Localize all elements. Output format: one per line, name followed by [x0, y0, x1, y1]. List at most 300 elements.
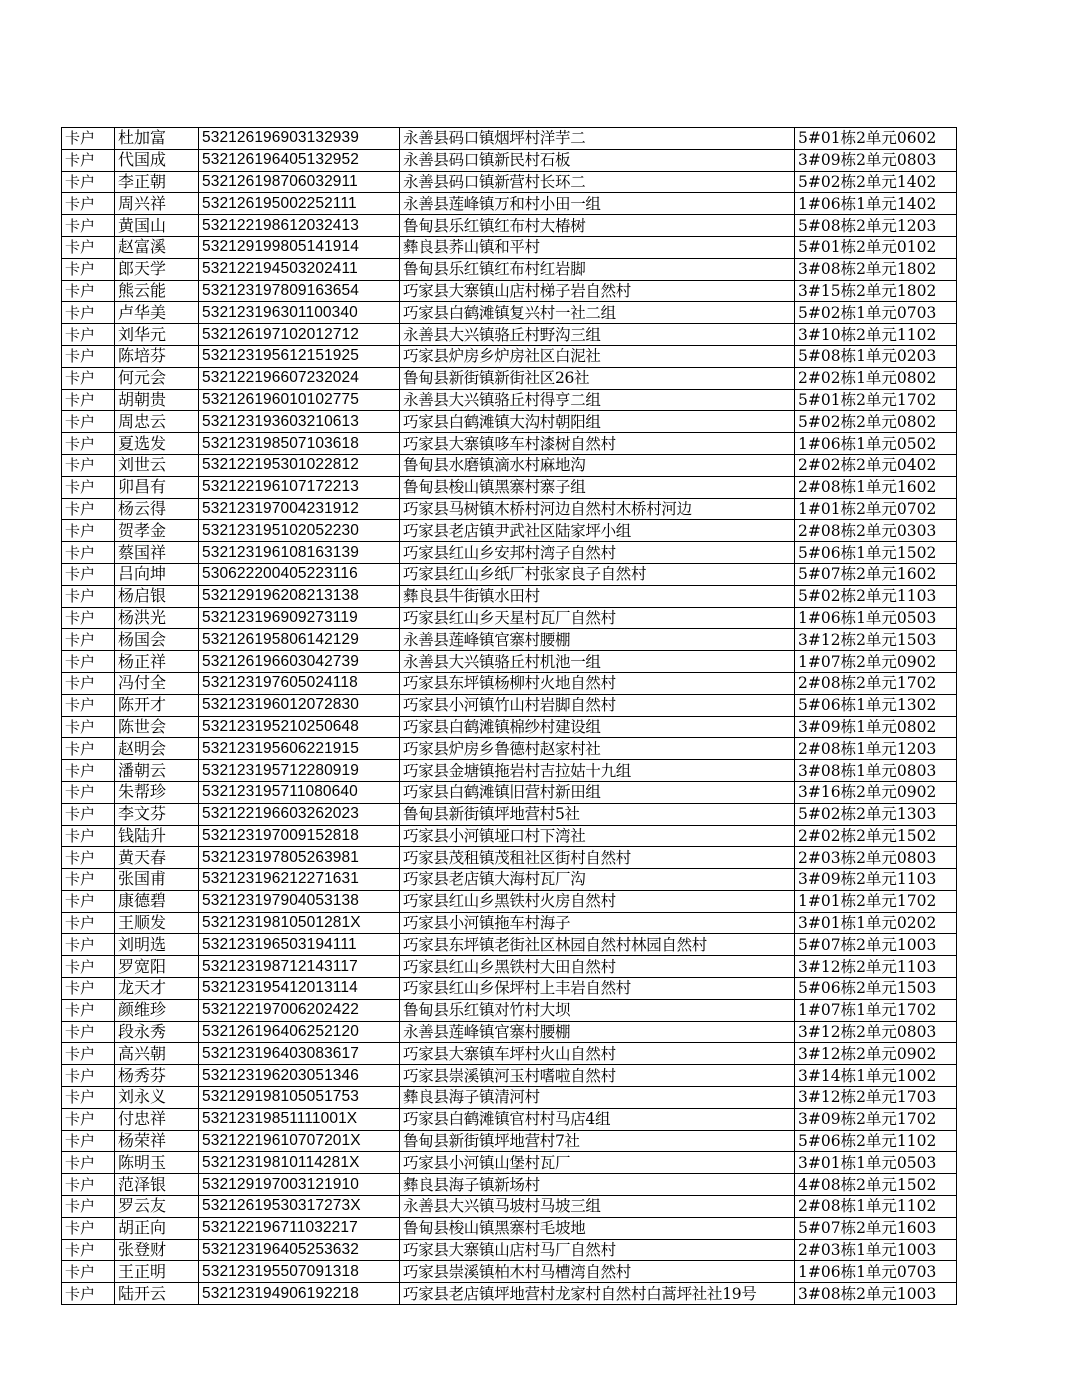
table-row [62, 825, 957, 847]
room-assignment-cell: 3#16栋2单元0902 [795, 781, 957, 803]
address-cell: 巧家县大寨镇山店村马厂自然村 [400, 1239, 795, 1261]
address-cell: 彝良县海子镇新场村 [400, 1174, 795, 1196]
address-cell: 鲁甸县新街镇新街社区26社 [400, 367, 795, 389]
address-cell: 巧家县小河镇山堡村瓦厂 [400, 1152, 795, 1174]
table-row [62, 345, 957, 367]
table-row [62, 890, 957, 912]
address-cell: 巧家县红山乡黑铁村大田自然村 [400, 956, 795, 978]
address-cell: 巧家县金塘镇拖岩村吉拉姑十九组 [400, 760, 795, 782]
id-number-cell: 532123196012072830 [199, 694, 400, 716]
room-assignment-cell: 3#01栋1单元0202 [795, 912, 957, 934]
table-row [62, 389, 957, 411]
room-assignment-cell: 3#12栋2单元1503 [795, 629, 957, 651]
address-cell: 巧家县炉房乡鲁德村赵家村社 [400, 738, 795, 760]
household-type-cell: 卡户 [62, 672, 115, 694]
room-assignment-cell: 2#02栋1单元0802 [795, 367, 957, 389]
table-row [62, 1196, 957, 1218]
household-type-cell: 卡户 [62, 694, 115, 716]
table-row [62, 280, 957, 302]
id-number-cell: 532126196405132952 [199, 149, 400, 171]
room-assignment-cell: 1#06栋1单元0503 [795, 607, 957, 629]
resident-table [61, 127, 957, 1305]
household-type-cell: 卡户 [62, 803, 115, 825]
resident-name-cell: 李文芬 [115, 803, 199, 825]
id-number-cell: 532123196405253632 [199, 1239, 400, 1261]
household-type-cell: 卡户 [62, 760, 115, 782]
table-row [62, 258, 957, 280]
resident-name-cell: 龙天才 [115, 978, 199, 1000]
household-type-cell: 卡户 [62, 236, 115, 258]
household-type-cell: 卡户 [62, 367, 115, 389]
table-row [62, 1261, 957, 1283]
id-number-cell: 53212319810501281X [199, 912, 400, 934]
resident-name-cell: 康德碧 [115, 890, 199, 912]
room-assignment-cell: 5#02栋2单元1402 [795, 171, 957, 193]
address-cell: 巧家县白鹤滩镇复兴村一社二组 [400, 302, 795, 324]
resident-name-cell: 黄国山 [115, 215, 199, 237]
table-row [62, 433, 957, 455]
resident-name-cell: 朱帮珍 [115, 781, 199, 803]
id-number-cell: 532123197809163654 [199, 280, 400, 302]
id-number-cell: 532122197006202422 [199, 999, 400, 1021]
resident-name-cell: 张国甫 [115, 869, 199, 891]
resident-name-cell: 陈培芬 [115, 345, 199, 367]
household-type-cell: 卡户 [62, 215, 115, 237]
address-cell: 巧家县小河镇拖车村海子 [400, 912, 795, 934]
resident-name-cell: 刘明选 [115, 934, 199, 956]
room-assignment-cell: 1#07栋1单元1702 [795, 999, 957, 1021]
room-assignment-cell: 5#01栋2单元0102 [795, 236, 957, 258]
address-cell: 巧家县白鹤滩镇官村村马店4组 [400, 1108, 795, 1130]
table-row [62, 1065, 957, 1087]
table-row [62, 738, 957, 760]
id-number-cell: 532122194503202411 [199, 258, 400, 280]
resident-name-cell: 周兴祥 [115, 193, 199, 215]
resident-name-cell: 代国成 [115, 149, 199, 171]
table-row [62, 193, 957, 215]
table-row [62, 869, 957, 891]
id-number-cell: 532123196203051346 [199, 1065, 400, 1087]
household-type-cell: 卡户 [62, 847, 115, 869]
household-type-cell: 卡户 [62, 781, 115, 803]
resident-name-cell: 王顺发 [115, 912, 199, 934]
address-cell: 巧家县红山乡保坪村上丰岩自然村 [400, 978, 795, 1000]
room-assignment-cell: 1#06栋1单元1402 [795, 193, 957, 215]
id-number-cell: 532123197904053138 [199, 890, 400, 912]
address-cell: 永善县莲峰镇官寨村腰棚 [400, 1021, 795, 1043]
room-assignment-cell: 5#02栋2单元0802 [795, 411, 957, 433]
table-row [62, 1043, 957, 1065]
resident-name-cell: 杨正祥 [115, 651, 199, 673]
address-cell: 永善县码口镇新营村长环二 [400, 171, 795, 193]
id-number-cell: 532123196108163139 [199, 542, 400, 564]
resident-name-cell: 陈开才 [115, 694, 199, 716]
id-number-cell: 532122196607232024 [199, 367, 400, 389]
address-cell: 巧家县大寨镇哆车村漆树自然村 [400, 433, 795, 455]
household-type-cell: 卡户 [62, 999, 115, 1021]
address-cell: 鲁甸县水磨镇滴水村麻地沟 [400, 454, 795, 476]
household-type-cell: 卡户 [62, 389, 115, 411]
household-type-cell: 卡户 [62, 1065, 115, 1087]
resident-name-cell: 赵富溪 [115, 236, 199, 258]
room-assignment-cell: 1#06栋1单元0502 [795, 433, 957, 455]
resident-name-cell: 杨国会 [115, 629, 199, 651]
address-cell: 鲁甸县梭山镇黑寨村毛坡地 [400, 1217, 795, 1239]
household-type-cell: 卡户 [62, 912, 115, 934]
household-type-cell: 卡户 [62, 345, 115, 367]
id-number-cell: 532126196903132939 [199, 128, 400, 150]
id-number-cell: 532122195301022812 [199, 454, 400, 476]
resident-name-cell: 何元会 [115, 367, 199, 389]
id-number-cell: 532123196301100340 [199, 302, 400, 324]
household-type-cell: 卡户 [62, 1196, 115, 1218]
address-cell: 巧家县炉房乡炉房社区白泥社 [400, 345, 795, 367]
room-assignment-cell: 5#01栋2单元1702 [795, 389, 957, 411]
resident-name-cell: 王正明 [115, 1261, 199, 1283]
room-assignment-cell: 5#06栋2单元1102 [795, 1130, 957, 1152]
id-number-cell: 532129196208213138 [199, 585, 400, 607]
id-number-cell: 532123196212271631 [199, 869, 400, 891]
address-cell: 鲁甸县梭山镇黑寨村寨子组 [400, 476, 795, 498]
household-type-cell: 卡户 [62, 302, 115, 324]
table-row [62, 934, 957, 956]
room-assignment-cell: 3#10栋2单元1102 [795, 324, 957, 346]
resident-name-cell: 吕向坤 [115, 563, 199, 585]
household-type-cell: 卡户 [62, 607, 115, 629]
address-cell: 巧家县马树镇木桥村河边自然村木桥村河边 [400, 498, 795, 520]
id-number-cell: 532122196603262023 [199, 803, 400, 825]
room-assignment-cell: 2#02栋2单元0402 [795, 454, 957, 476]
room-assignment-cell: 5#07栋2单元1003 [795, 934, 957, 956]
household-type-cell: 卡户 [62, 454, 115, 476]
id-number-cell: 532123197805263981 [199, 847, 400, 869]
id-number-cell: 53212319810114281X [199, 1152, 400, 1174]
address-cell: 巧家县白鹤滩镇旧营村新田组 [400, 781, 795, 803]
id-number-cell: 53212219610707201X [199, 1130, 400, 1152]
resident-name-cell: 付忠祥 [115, 1108, 199, 1130]
room-assignment-cell: 3#09栋1单元0802 [795, 716, 957, 738]
household-type-cell: 卡户 [62, 149, 115, 171]
table-row [62, 607, 957, 629]
room-assignment-cell: 3#09栋2单元1103 [795, 869, 957, 891]
id-number-cell: 532126196603042739 [199, 651, 400, 673]
room-assignment-cell: 1#06栋1单元0703 [795, 1261, 957, 1283]
resident-name-cell: 胡朝贵 [115, 389, 199, 411]
resident-name-cell: 杨云得 [115, 498, 199, 520]
address-cell: 巧家县小河镇竹山村岩脚自然村 [400, 694, 795, 716]
resident-name-cell: 刘世云 [115, 454, 199, 476]
table-row [62, 803, 957, 825]
id-number-cell: 532126195806142129 [199, 629, 400, 651]
resident-name-cell: 高兴朝 [115, 1043, 199, 1065]
room-assignment-cell: 3#08栋2单元1802 [795, 258, 957, 280]
table-row [62, 978, 957, 1000]
address-cell: 巧家县红山乡安邦村湾子自然村 [400, 542, 795, 564]
room-assignment-cell: 5#07栋2单元1603 [795, 1217, 957, 1239]
resident-name-cell: 陆开云 [115, 1283, 199, 1305]
address-cell: 彝良县海子镇清河村 [400, 1087, 795, 1109]
table-row [62, 520, 957, 542]
address-cell: 永善县莲峰镇万和村小田一组 [400, 193, 795, 215]
table-row [62, 585, 957, 607]
resident-name-cell: 蔡国祥 [115, 542, 199, 564]
resident-name-cell: 颜维珍 [115, 999, 199, 1021]
room-assignment-cell: 5#01栋2单元0602 [795, 128, 957, 150]
household-type-cell: 卡户 [62, 934, 115, 956]
id-number-cell: 532123195210250648 [199, 716, 400, 738]
id-number-cell: 532129198105051753 [199, 1087, 400, 1109]
id-number-cell: 532126195002252111 [199, 193, 400, 215]
id-number-cell: 532126198706032911 [199, 171, 400, 193]
room-assignment-cell: 2#03栋1单元1003 [795, 1239, 957, 1261]
room-assignment-cell: 3#01栋1单元0503 [795, 1152, 957, 1174]
household-type-cell: 卡户 [62, 1130, 115, 1152]
resident-name-cell: 刘华元 [115, 324, 199, 346]
address-cell: 鲁甸县新街镇坪地营村5社 [400, 803, 795, 825]
room-assignment-cell: 5#02栋2单元1303 [795, 803, 957, 825]
table-row [62, 302, 957, 324]
id-number-cell: 532129199805141914 [199, 236, 400, 258]
resident-name-cell: 熊云能 [115, 280, 199, 302]
id-number-cell: 532123195712280919 [199, 760, 400, 782]
resident-table-body [62, 128, 957, 1305]
resident-name-cell: 潘朝云 [115, 760, 199, 782]
id-number-cell: 532126196010102775 [199, 389, 400, 411]
resident-name-cell: 张登财 [115, 1239, 199, 1261]
resident-name-cell: 陈世会 [115, 716, 199, 738]
table-row [62, 1152, 957, 1174]
address-cell: 彝良县荞山镇和平村 [400, 236, 795, 258]
room-assignment-cell: 5#08栋1单元0203 [795, 345, 957, 367]
room-assignment-cell: 3#12栋2单元0902 [795, 1043, 957, 1065]
room-assignment-cell: 2#08栋2单元1702 [795, 672, 957, 694]
table-row [62, 760, 957, 782]
id-number-cell: 53212619530317273X [199, 1196, 400, 1218]
table-row [62, 454, 957, 476]
table-row [62, 1087, 957, 1109]
room-assignment-cell: 3#08栋2单元1003 [795, 1283, 957, 1305]
address-cell: 巧家县老店镇尹武社区陆家坪小组 [400, 520, 795, 542]
household-type-cell: 卡户 [62, 890, 115, 912]
household-type-cell: 卡户 [62, 1261, 115, 1283]
resident-name-cell: 杜加富 [115, 128, 199, 150]
address-cell: 彝良县牛街镇水田村 [400, 585, 795, 607]
resident-name-cell: 钱陆升 [115, 825, 199, 847]
household-type-cell: 卡户 [62, 1108, 115, 1130]
resident-name-cell: 杨洪光 [115, 607, 199, 629]
resident-name-cell: 郎天学 [115, 258, 199, 280]
address-cell: 巧家县红山乡纸厂村张家良子自然村 [400, 563, 795, 585]
household-type-cell: 卡户 [62, 324, 115, 346]
table-row [62, 781, 957, 803]
resident-name-cell: 夏选发 [115, 433, 199, 455]
resident-name-cell: 冯付全 [115, 672, 199, 694]
room-assignment-cell: 1#01栋2单元1702 [795, 890, 957, 912]
room-assignment-cell: 2#08栋1单元1602 [795, 476, 957, 498]
address-cell: 鲁甸县乐红镇红布村大椿树 [400, 215, 795, 237]
table-row [62, 236, 957, 258]
household-type-cell: 卡户 [62, 498, 115, 520]
table-row [62, 694, 957, 716]
id-number-cell: 532123197004231912 [199, 498, 400, 520]
address-cell: 巧家县大寨镇车坪村火山自然村 [400, 1043, 795, 1065]
address-cell: 鲁甸县乐红镇红布村红岩脚 [400, 258, 795, 280]
address-cell: 巧家县大寨镇山店村梯子岩自然村 [400, 280, 795, 302]
table-row [62, 629, 957, 651]
id-number-cell: 532122196107172213 [199, 476, 400, 498]
room-assignment-cell: 5#02栋1单元0703 [795, 302, 957, 324]
table-row [62, 716, 957, 738]
household-type-cell: 卡户 [62, 1043, 115, 1065]
table-row [62, 1108, 957, 1130]
address-cell: 鲁甸县新街镇坪地营村7社 [400, 1130, 795, 1152]
table-row [62, 149, 957, 171]
id-number-cell: 532123198712143117 [199, 956, 400, 978]
household-type-cell: 卡户 [62, 716, 115, 738]
room-assignment-cell: 1#01栋2单元0702 [795, 498, 957, 520]
address-cell: 巧家县小河镇垭口村下湾社 [400, 825, 795, 847]
address-cell: 永善县大兴镇骆丘村得亨二组 [400, 389, 795, 411]
resident-name-cell: 李正朝 [115, 171, 199, 193]
id-number-cell: 532123196403083617 [199, 1043, 400, 1065]
household-type-cell: 卡户 [62, 1283, 115, 1305]
table-row [62, 1130, 957, 1152]
household-type-cell: 卡户 [62, 956, 115, 978]
table-row [62, 563, 957, 585]
household-type-cell: 卡户 [62, 738, 115, 760]
table-row [62, 411, 957, 433]
household-type-cell: 卡户 [62, 258, 115, 280]
id-number-cell: 532122198612032413 [199, 215, 400, 237]
household-type-cell: 卡户 [62, 193, 115, 215]
id-number-cell: 532129197003121910 [199, 1174, 400, 1196]
household-type-cell: 卡户 [62, 825, 115, 847]
table-row [62, 367, 957, 389]
id-number-cell: 530622200405223116 [199, 563, 400, 585]
resident-name-cell: 陈明玉 [115, 1152, 199, 1174]
id-number-cell: 532123197009152818 [199, 825, 400, 847]
room-assignment-cell: 3#09栋2单元1702 [795, 1108, 957, 1130]
household-type-cell: 卡户 [62, 563, 115, 585]
household-type-cell: 卡户 [62, 978, 115, 1000]
address-cell: 永善县莲峰镇官寨村腰棚 [400, 629, 795, 651]
table-row [62, 999, 957, 1021]
household-type-cell: 卡户 [62, 1152, 115, 1174]
table-row [62, 542, 957, 564]
resident-name-cell: 赵明会 [115, 738, 199, 760]
id-number-cell: 532123197605024118 [199, 672, 400, 694]
room-assignment-cell: 3#12栋2单元1703 [795, 1087, 957, 1109]
address-cell: 永善县大兴镇骆丘村野沟三组 [400, 324, 795, 346]
household-type-cell: 卡户 [62, 171, 115, 193]
table-row [62, 651, 957, 673]
id-number-cell: 532126196406252120 [199, 1021, 400, 1043]
table-row [62, 128, 957, 150]
resident-name-cell: 罗宽阳 [115, 956, 199, 978]
room-assignment-cell: 2#08栋2单元0303 [795, 520, 957, 542]
resident-name-cell: 杨秀芬 [115, 1065, 199, 1087]
resident-name-cell: 刘永义 [115, 1087, 199, 1109]
resident-name-cell: 卯昌有 [115, 476, 199, 498]
household-type-cell: 卡户 [62, 585, 115, 607]
table-row [62, 1174, 957, 1196]
id-number-cell: 532123195612151925 [199, 345, 400, 367]
resident-name-cell: 周忠云 [115, 411, 199, 433]
address-cell: 巧家县崇溪镇河玉村嗜啦自然村 [400, 1065, 795, 1087]
address-cell: 巧家县红山乡天星村瓦厂自然村 [400, 607, 795, 629]
address-cell: 巧家县崇溪镇柏木村马槽湾自然村 [400, 1261, 795, 1283]
address-cell: 永善县大兴镇骆丘村机池一组 [400, 651, 795, 673]
id-number-cell: 532123194906192218 [199, 1283, 400, 1305]
resident-name-cell: 贺孝金 [115, 520, 199, 542]
table-row [62, 215, 957, 237]
address-cell: 巧家县老店镇坪地营村龙家村自然村白蒿坪社社19号 [400, 1283, 795, 1305]
household-type-cell: 卡户 [62, 1239, 115, 1261]
room-assignment-cell: 5#02栋2单元1103 [795, 585, 957, 607]
id-number-cell: 532126197102012712 [199, 324, 400, 346]
address-cell: 巧家县茂租镇茂租社区街村自然村 [400, 847, 795, 869]
room-assignment-cell: 3#12栋2单元0803 [795, 1021, 957, 1043]
id-number-cell: 53212319851111001X [199, 1108, 400, 1130]
address-cell: 巧家县红山乡黑铁村火房自然村 [400, 890, 795, 912]
table-row [62, 498, 957, 520]
household-type-cell: 卡户 [62, 1174, 115, 1196]
room-assignment-cell: 5#08栋2单元1203 [795, 215, 957, 237]
table-row [62, 1021, 957, 1043]
room-assignment-cell: 1#07栋2单元0902 [795, 651, 957, 673]
address-cell: 巧家县白鹤滩镇大沟村朝阳组 [400, 411, 795, 433]
household-type-cell: 卡户 [62, 433, 115, 455]
room-assignment-cell: 3#15栋2单元1802 [795, 280, 957, 302]
resident-name-cell: 范泽银 [115, 1174, 199, 1196]
room-assignment-cell: 5#06栋2单元1503 [795, 978, 957, 1000]
table-row [62, 847, 957, 869]
address-cell: 巧家县白鹤滩镇棉纱村建设组 [400, 716, 795, 738]
resident-name-cell: 罗云友 [115, 1196, 199, 1218]
id-number-cell: 532123196503194111 [199, 934, 400, 956]
room-assignment-cell: 3#12栋2单元1103 [795, 956, 957, 978]
household-type-cell: 卡户 [62, 542, 115, 564]
id-number-cell: 532123195711080640 [199, 781, 400, 803]
address-cell: 永善县码口镇烟坪村洋芋二 [400, 128, 795, 150]
id-number-cell: 532123193603210613 [199, 411, 400, 433]
id-number-cell: 532123195412013114 [199, 978, 400, 1000]
table-row [62, 1239, 957, 1261]
table-row [62, 1217, 957, 1239]
room-assignment-cell: 4#08栋2单元1502 [795, 1174, 957, 1196]
room-assignment-cell: 3#09栋2单元0803 [795, 149, 957, 171]
room-assignment-cell: 5#06栋1单元1502 [795, 542, 957, 564]
household-type-cell: 卡户 [62, 1021, 115, 1043]
address-cell: 巧家县老店镇大海村瓦厂沟 [400, 869, 795, 891]
room-assignment-cell: 3#14栋1单元1002 [795, 1065, 957, 1087]
room-assignment-cell: 3#08栋1单元0803 [795, 760, 957, 782]
table-row [62, 912, 957, 934]
resident-name-cell: 杨启银 [115, 585, 199, 607]
household-type-cell: 卡户 [62, 128, 115, 150]
household-type-cell: 卡户 [62, 629, 115, 651]
resident-name-cell: 黄天春 [115, 847, 199, 869]
table-row [62, 1283, 957, 1305]
table-row [62, 476, 957, 498]
resident-name-cell: 段永秀 [115, 1021, 199, 1043]
room-assignment-cell: 2#02栋2单元1502 [795, 825, 957, 847]
household-type-cell: 卡户 [62, 411, 115, 433]
household-type-cell: 卡户 [62, 476, 115, 498]
address-cell: 巧家县东坪镇杨柳村火地自然村 [400, 672, 795, 694]
id-number-cell: 532123196909273119 [199, 607, 400, 629]
household-type-cell: 卡户 [62, 1217, 115, 1239]
